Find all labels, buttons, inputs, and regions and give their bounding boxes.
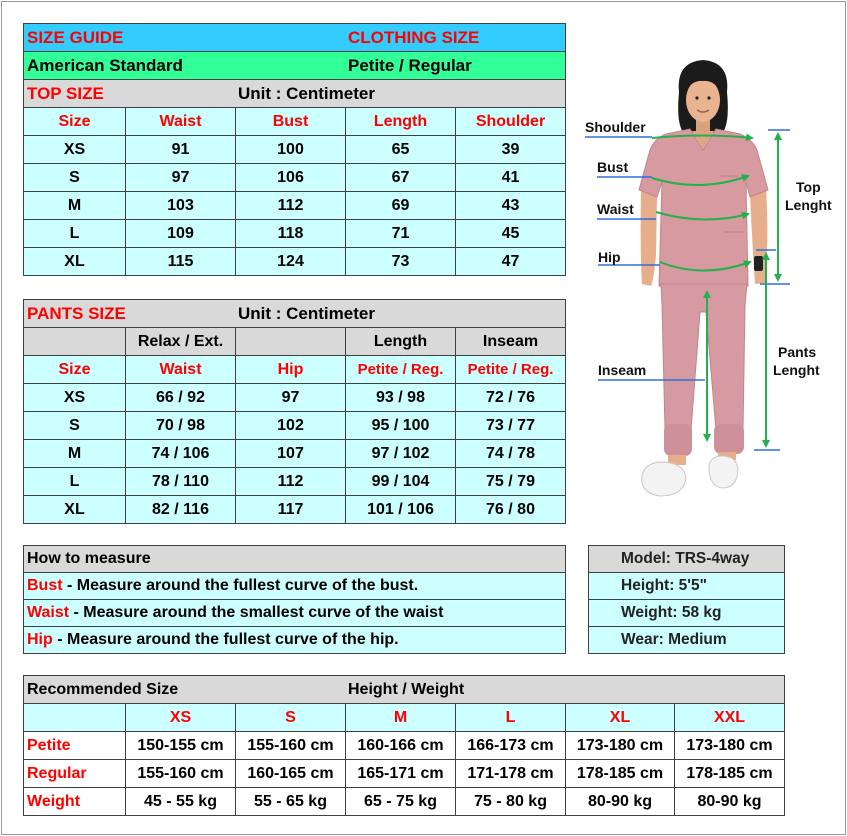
- model-info-table: [588, 545, 785, 654]
- pants-cell: 112: [236, 468, 346, 496]
- top-header-size: Size: [24, 108, 126, 136]
- recommended-title-row: [24, 676, 785, 704]
- clothing-size-title: CLOTHING SIZE: [348, 28, 480, 47]
- pants-subheader-empty: [236, 328, 346, 356]
- recommended-cell: 80-90 kg: [675, 788, 785, 816]
- pants-size-title: PANTS SIZE: [27, 304, 126, 323]
- top-cell: 71: [346, 220, 456, 248]
- pants-cell: 82 / 116: [126, 496, 236, 524]
- standard-row: [24, 52, 566, 80]
- pants-size-table: [23, 299, 566, 524]
- top-unit-label: Unit : Centimeter: [238, 84, 375, 103]
- pants-length-label-line1: Pants: [778, 344, 817, 360]
- pants-cell: 74 / 78: [456, 440, 566, 468]
- top-cell: S: [24, 164, 126, 192]
- recommended-size-title: Recommended Size: [27, 681, 179, 698]
- size-guide-title: SIZE GUIDE: [27, 28, 124, 47]
- top-size-section-row: [24, 80, 566, 108]
- pants-header-size: Size: [24, 356, 126, 384]
- top-header-waist: Waist: [126, 108, 236, 136]
- top-header-length: Length: [346, 108, 456, 136]
- recommended-cell: 160-165 cm: [236, 760, 346, 788]
- top-length-label-line1: Top: [796, 179, 821, 195]
- weight-label: Weight: [24, 788, 126, 816]
- model-height: Height: 5'5": [589, 573, 785, 600]
- pants-cell: 75 / 79: [456, 468, 566, 496]
- how-to-waist-row: [24, 600, 566, 627]
- pants-unit-label: Unit : Centimeter: [238, 304, 375, 323]
- recommended-cell: 173-180 cm: [566, 732, 675, 760]
- pants-cell: 117: [236, 496, 346, 524]
- recommended-cell: 155-160 cm: [126, 760, 236, 788]
- regular-label: Regular: [24, 760, 126, 788]
- recommended-cell: 150-155 cm: [126, 732, 236, 760]
- top-cell: 43: [456, 192, 566, 220]
- left-arm: [641, 188, 657, 286]
- recommended-cell: 75 - 80 kg: [456, 788, 566, 816]
- top-cell: XL: [24, 248, 126, 276]
- top-cell: 41: [456, 164, 566, 192]
- hip-instruction: - Measure around the fullest curve of the hip.: [52, 631, 399, 648]
- top-length-label-line2: Lenght: [785, 197, 832, 213]
- fit-label: Petite / Regular: [348, 56, 472, 75]
- top-cell: 91: [126, 136, 236, 164]
- top-cell: 69: [346, 192, 456, 220]
- pants-cell: 97 / 102: [346, 440, 456, 468]
- recommended-header-xl: XL: [566, 704, 675, 732]
- pants-cell: 78 / 110: [126, 468, 236, 496]
- top-header-shoulder: Shoulder: [456, 108, 566, 136]
- face: [686, 78, 720, 122]
- pants-length-label-line2: Lenght: [773, 362, 820, 378]
- recommended-cell: 55 - 65 kg: [236, 788, 346, 816]
- top-cell: 118: [236, 220, 346, 248]
- model-weight: Weight: 58 kg: [589, 600, 785, 627]
- scrub-top: [639, 129, 768, 290]
- top-cell: 65: [346, 136, 456, 164]
- recommended-cell: 160-166 cm: [346, 732, 456, 760]
- recommended-header-xs: XS: [126, 704, 236, 732]
- pants-cell: 76 / 80: [456, 496, 566, 524]
- recommended-cell: 171-178 cm: [456, 760, 566, 788]
- pants-cell: 95 / 100: [346, 412, 456, 440]
- top-cell: 112: [236, 192, 346, 220]
- how-to-bust-row: [24, 573, 566, 600]
- recommended-cell: 155-160 cm: [236, 732, 346, 760]
- model-wear: Wear: Medium: [589, 627, 785, 654]
- top-cell: 47: [456, 248, 566, 276]
- pants-header-length-fit: Petite / Reg.: [346, 356, 456, 384]
- bust-label: Bust: [597, 159, 629, 175]
- pants-cell: 93 / 98: [346, 384, 456, 412]
- pants-header-waist: Waist: [126, 356, 236, 384]
- petite-label: Petite: [24, 732, 126, 760]
- recommended-cell: 173-180 cm: [675, 732, 785, 760]
- top-cell: 97: [126, 164, 236, 192]
- pants-cell: 74 / 106: [126, 440, 236, 468]
- right-eye: [707, 96, 710, 99]
- pants-cell: 101 / 106: [346, 496, 456, 524]
- top-cell: L: [24, 220, 126, 248]
- pants-cell: 72 / 76: [456, 384, 566, 412]
- recommended-cell: 166-173 cm: [456, 732, 566, 760]
- bust-instruction: - Measure around the fullest curve of the bust.: [62, 577, 419, 594]
- inseam-label: Inseam: [598, 362, 647, 378]
- shoulder-label: Shoulder: [585, 119, 646, 135]
- scrub-pants: [661, 284, 747, 430]
- pants-size-section-row: [24, 300, 566, 328]
- top-cell: 109: [126, 220, 236, 248]
- recommended-header-s: S: [236, 704, 346, 732]
- recommended-cell: 80-90 kg: [566, 788, 675, 816]
- height-weight-title: Height / Weight: [348, 681, 465, 698]
- size-guide-row: [24, 24, 566, 52]
- pants-cell: 70 / 98: [126, 412, 236, 440]
- pants-subheader-empty: [24, 328, 126, 356]
- left-cuff: [664, 424, 692, 456]
- bust-term: Bust: [27, 577, 63, 594]
- recommended-header-xxl: XXL: [675, 704, 785, 732]
- pants-cell: XL: [24, 496, 126, 524]
- how-to-hip-row: [24, 627, 566, 654]
- recommended-header-l: L: [456, 704, 566, 732]
- hip-label: Hip: [598, 249, 621, 265]
- pants-cell: 66 / 92: [126, 384, 236, 412]
- top-cell: 106: [236, 164, 346, 192]
- right-cuff: [714, 424, 744, 454]
- recommended-cell: 165-171 cm: [346, 760, 456, 788]
- hip-term: Hip: [27, 631, 53, 648]
- top-header-bust: Bust: [236, 108, 346, 136]
- pants-cell: 107: [236, 440, 346, 468]
- pants-header-inseam-fit: Petite / Reg.: [456, 356, 566, 384]
- recommended-cell: 178-185 cm: [566, 760, 675, 788]
- waist-instruction: - Measure around the smallest curve of the waist: [69, 604, 444, 621]
- pants-cell: 99 / 104: [346, 468, 456, 496]
- how-to-measure-table: [23, 545, 566, 654]
- top-cell: 100: [236, 136, 346, 164]
- standard-label: American Standard: [27, 56, 183, 75]
- recommended-cell: 45 - 55 kg: [126, 788, 236, 816]
- waist-term: Waist: [27, 604, 70, 621]
- top-cell: 73: [346, 248, 456, 276]
- pants-cell: S: [24, 412, 126, 440]
- left-eye: [695, 96, 698, 99]
- pants-subheader-inseam: Inseam: [456, 328, 566, 356]
- how-to-measure-title: How to measure: [24, 546, 566, 573]
- waist-label: Waist: [597, 201, 634, 217]
- right-shoe: [709, 456, 738, 488]
- recommended-size-table: [23, 675, 785, 816]
- pants-subheader-length: Length: [346, 328, 456, 356]
- top-cell: 115: [126, 248, 236, 276]
- pants-cell: XS: [24, 384, 126, 412]
- model-figure: [570, 40, 840, 520]
- model-name: Model: TRS-4way: [589, 546, 785, 573]
- phone: [754, 256, 763, 271]
- pants-cell: 97: [236, 384, 346, 412]
- top-cell: M: [24, 192, 126, 220]
- top-cell: 124: [236, 248, 346, 276]
- top-cell: 39: [456, 136, 566, 164]
- top-cell: 67: [346, 164, 456, 192]
- recommended-cell: 178-185 cm: [675, 760, 785, 788]
- recommended-header-m: M: [346, 704, 456, 732]
- top-cell: XS: [24, 136, 126, 164]
- pants-cell: 73 / 77: [456, 412, 566, 440]
- top-cell: 103: [126, 192, 236, 220]
- pants-subheader-waist-note: Relax / Ext.: [126, 328, 236, 356]
- pants-header-hip: Hip: [236, 356, 346, 384]
- pants-cell: L: [24, 468, 126, 496]
- top-cell: 45: [456, 220, 566, 248]
- left-shoe: [642, 462, 686, 496]
- pants-cell: 102: [236, 412, 346, 440]
- pants-cell: M: [24, 440, 126, 468]
- recommended-cell: 65 - 75 kg: [346, 788, 456, 816]
- recommended-header-empty: [24, 704, 126, 732]
- top-size-table: [23, 23, 566, 276]
- top-size-title: TOP SIZE: [27, 84, 104, 103]
